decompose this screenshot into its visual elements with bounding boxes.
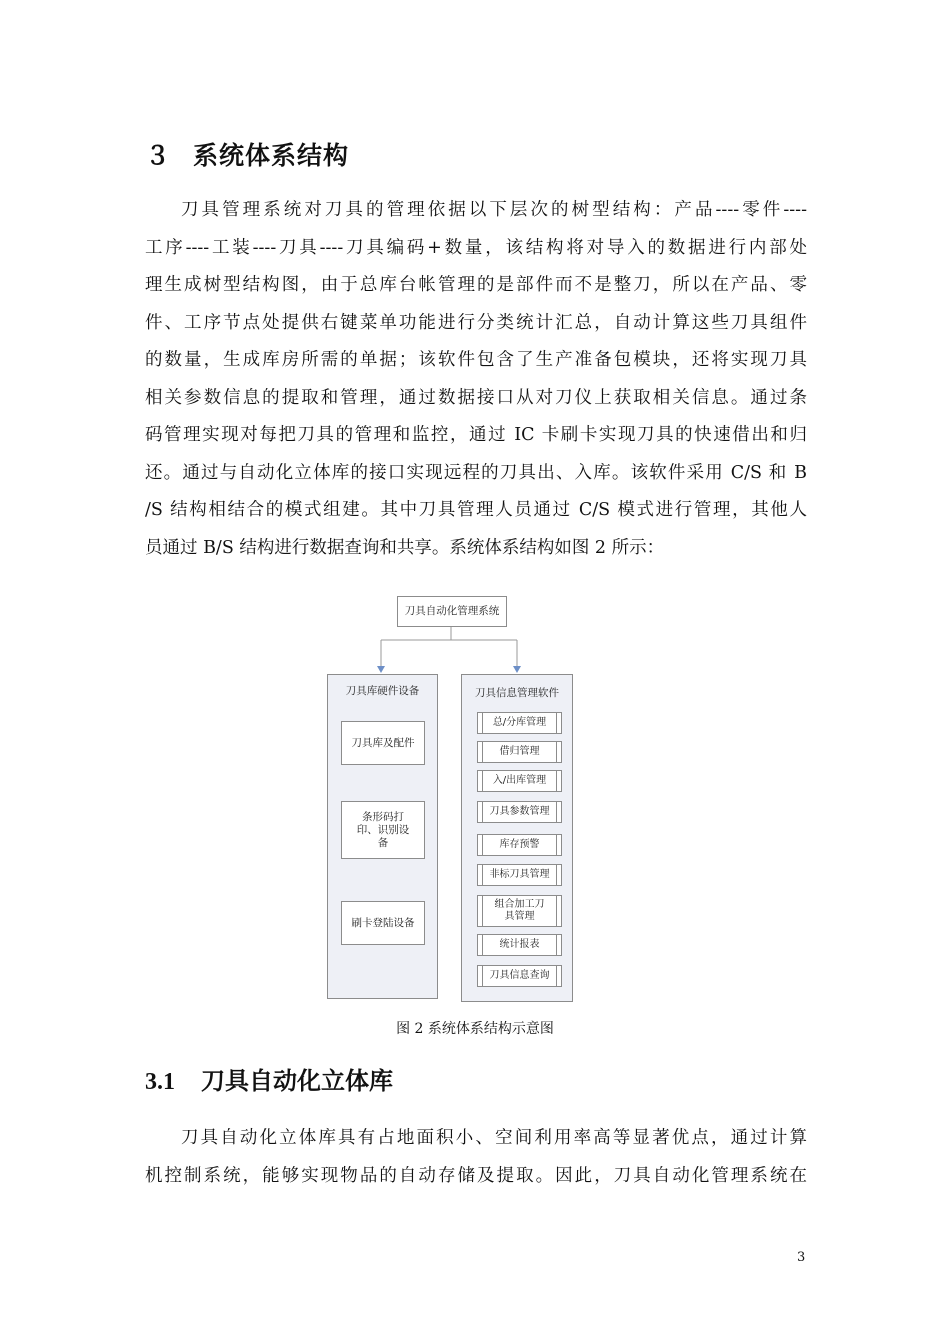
software-item: 非标刀具管理 (477, 864, 562, 886)
paragraph-1 (145, 192, 807, 567)
paragraph-line: 还。通过与自动化立体库的接口实现远程的刀具出、入库。该软件采用 C/S 和 B (145, 462, 807, 483)
software-item: 借归管理 (477, 741, 562, 763)
root-node: 刀具自动化管理系统 (397, 596, 507, 627)
hardware-item: 条形码打印、识别设备 (341, 801, 425, 859)
page-number: 3 (797, 1250, 806, 1265)
paragraph-line: 刀具自动化立体库具有占地面积小、空间利用率高等显著优点，通过计算 (181, 1128, 807, 1148)
paragraph-line: 的数量，生成库房所需的单据；该软件包含了生产准备包模块，还将实现刀具 (145, 350, 807, 370)
paragraph-line: 相关参数信息的提取和管理，通过数据接口从对刀仪上获取相关信息。通过条 (145, 387, 807, 408)
paragraph-line: 机控制系统，能够实现物品的自动存储及提取。因此，刀具自动化管理系统在 (145, 1165, 807, 1186)
section-3-number: ３ (145, 141, 172, 170)
system-architecture-diagram (320, 590, 580, 1004)
paragraph-line: 理生成树型结构图，由于总库台帐管理的是部件而不是整刀，所以在产品、零 (145, 275, 807, 295)
paragraph-line: /S 结构相结合的模式组建。其中刀具管理人员通过 C/S 模式进行管理，其他人 (145, 500, 807, 520)
hardware-panel (327, 674, 438, 999)
software-panel-title: 刀具信息管理软件 (475, 687, 559, 699)
software-item: 组合加工刀具管理 (477, 895, 562, 927)
hardware-panel-title: 刀具库硬件设备 (345, 685, 420, 697)
software-item: 入/出库管理 (477, 770, 562, 792)
section-3-1-heading (145, 1061, 393, 1096)
section-3-heading (145, 136, 349, 172)
software-item: 总/分库管理 (477, 712, 562, 734)
paragraph-line: 员通过 B/S 结构进行数据查询和共享。系统体系结构如图 2 所示： (145, 537, 665, 558)
hardware-item: 刀具库及配件 (341, 721, 425, 765)
hardware-item: 刷卡登陆设备 (341, 901, 425, 945)
section-3-title: 系统体系结构 (193, 141, 350, 170)
figure-caption: 图 2 系统体系结构示意图 (396, 1021, 554, 1037)
software-item: 刀具参数管理 (477, 801, 562, 823)
section-3-1-number: 3.1 (145, 1069, 175, 1095)
software-panel (461, 674, 573, 1002)
paragraph-line: 码管理实现对每把刀具的管理和监控，通过 IC 卡刷卡实现刀具的快速借出和归 (145, 425, 807, 445)
paragraph-line: 工序----工装----刀具----刀具编码+数量，该结构将对导入的数据进行内部处 (145, 237, 807, 258)
software-item: 刀具信息查询 (477, 965, 562, 987)
software-item: 库存预警 (477, 834, 562, 856)
paragraph-2 (145, 1120, 807, 1195)
paragraph-line: 刀具管理系统对刀具的管理依据以下层次的树型结构：产品----零件---- (181, 200, 807, 220)
section-3-1-title: 刀具自动化立体库 (201, 1067, 393, 1095)
paragraph-line: 件、工序节点处提供右键菜单功能进行分类统计汇总，自动计算这些刀具组件 (145, 312, 807, 333)
software-item: 统计报表 (477, 934, 562, 956)
